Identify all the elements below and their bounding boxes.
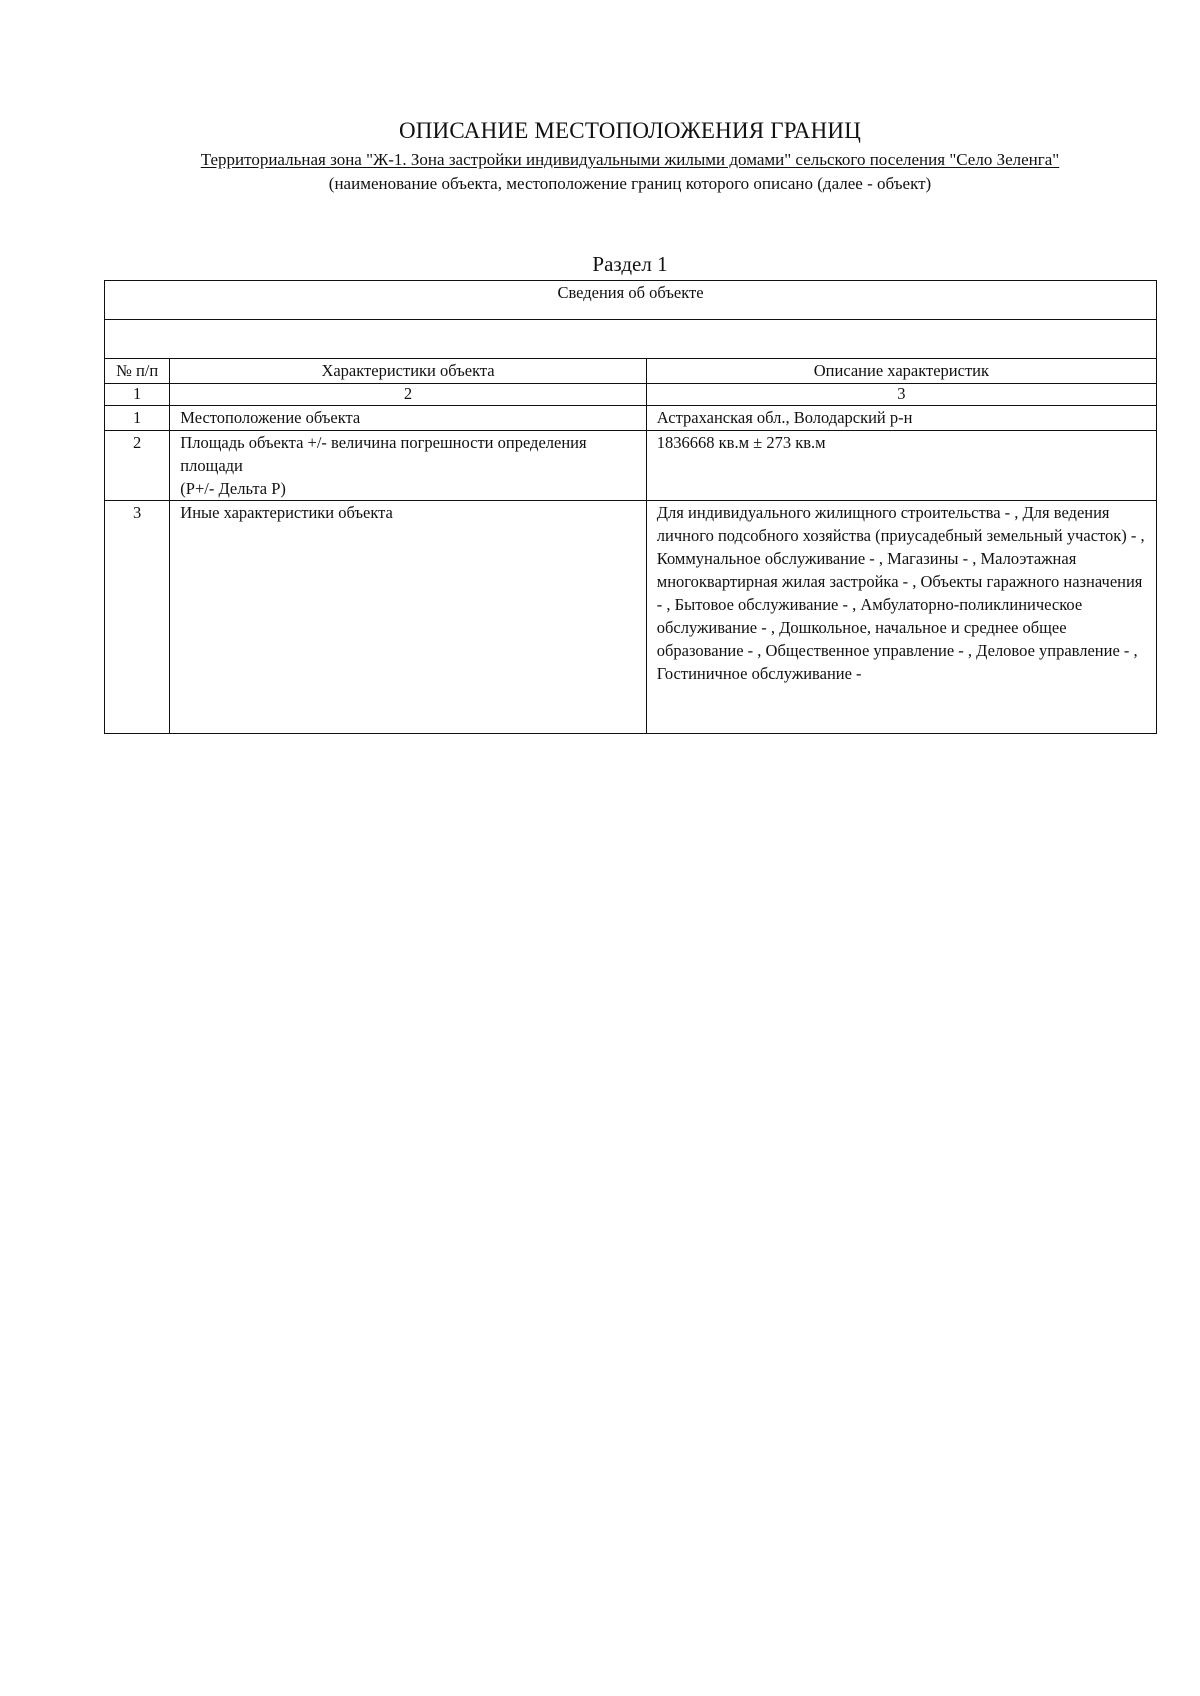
header-num: № п/п: [105, 359, 170, 384]
object-name-caption: (наименование объекта, местоположение границ которого описано (далее - объект): [328, 174, 932, 193]
index-cell-3: 3: [646, 384, 1156, 406]
table-caption-row: [105, 281, 1157, 320]
table-row: [105, 431, 1157, 501]
row-number: 2: [105, 431, 170, 501]
table-blank-row: [105, 320, 1157, 359]
table-row: [105, 406, 1157, 431]
header-description: Описание характеристик: [646, 359, 1156, 384]
row-characteristic-cell: [170, 431, 646, 501]
table-index-row: [105, 384, 1157, 406]
row-description: Для индивидуального жилищного строительства - , Для ведения личного подсобного хозяйства (приусадебный земельный участок) - , Коммунальное обслуживание - , Магазины - , Малоэтажная многоквартирная жилая застройка - , Объекты гаражного назначения - , Бытовое обслуживание - , Амбулаторно-поликлиническое обслуживание - , Дошкольное, начальное и среднее общее образование - , Общественное управление - , Деловое управление - , Гостиничное обслуживание -: [646, 501, 1156, 734]
object-name: Территориальная зона "Ж-1. Зона застройки индивидуальными жилыми домами" сельского поселения "Село Зеленга": [200, 150, 1060, 169]
row-description: 1836668 кв.м ± 273 кв.м: [646, 431, 1156, 501]
table-header-row: [105, 359, 1157, 384]
row-characteristic-note: (Р+/- Дельта Р): [180, 479, 286, 498]
row-number: 3: [105, 501, 170, 734]
index-cell-2: 2: [170, 384, 646, 406]
table-caption: Сведения об объекте: [105, 281, 1157, 320]
row-characteristic: Площадь объекта +/- величина погрешности определения площади: [180, 433, 587, 475]
index-cell-1: 1: [105, 384, 170, 406]
table-row: [105, 501, 1157, 734]
row-characteristic: Иные характеристики объекта: [170, 501, 646, 734]
row-characteristic: Местоположение объекта: [170, 406, 646, 431]
table-blank-cell: [105, 320, 1157, 359]
object-info-table: [104, 280, 1157, 734]
header-characteristic: Характеристики объекта: [170, 359, 646, 384]
object-name-line: [0, 150, 1200, 170]
row-description: Астраханская обл., Володарский р-н: [646, 406, 1156, 431]
row-number: 1: [105, 406, 170, 431]
document-title: ОПИСАНИЕ МЕСТОПОЛОЖЕНИЯ ГРАНИЦ: [398, 118, 862, 143]
section-heading: Раздел 1: [592, 252, 668, 276]
